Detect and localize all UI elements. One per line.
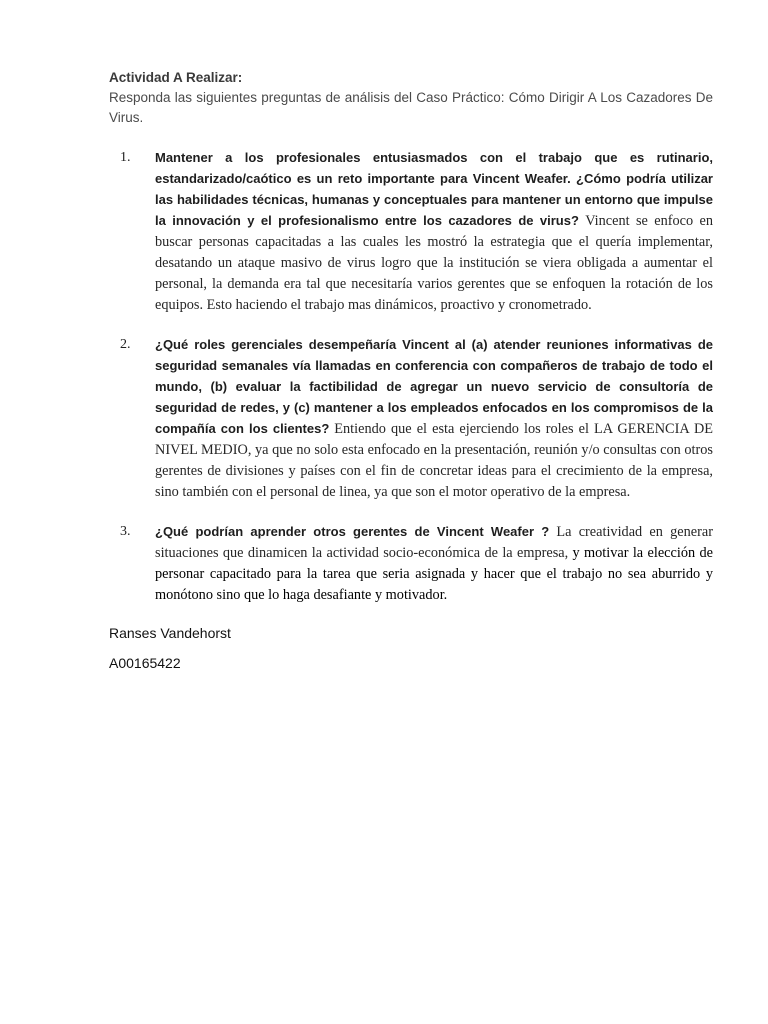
activity-heading: Actividad A Realizar: [109, 70, 243, 85]
answer-text: Vincent se enfoco en buscar personas capacitadas a las cuales les mostró la estrategia que el quería implementar, desatando un ataque masivo de virus logro que la institución se viera obligada a aumentar el personal, la demanda era tal que necesitaría varios gerentes que se enfoquen la rotación de los equipos. Esto haciendo el trabajo mas dinámicos, proactivo y cronometrado. [155, 213, 713, 313]
question-list [109, 148, 713, 606]
question-item-3 [109, 522, 713, 606]
question-number: 2. [120, 337, 131, 352]
question-number: 1. [120, 150, 131, 165]
answer-emphasis-text: y motivar la elección de personar capacitado para la tarea que seria asignada y hacer que el trabajo no sea aburrido y monótono sino que lo haga desafiante y motivador. [155, 545, 713, 603]
question-text: ¿Qué podrían aprender otros gerentes de Vincent Weafer ? [155, 524, 550, 539]
question-item-1 [109, 148, 713, 316]
question-item-2 [109, 335, 713, 503]
document-page [109, 68, 713, 671]
question-number: 3. [120, 524, 131, 539]
question-text: Mantener a los profesionales entusiasmados con el trabajo que es rutinario, estandarizado/caótico es un reto importante para Vincent Weafer. ¿Cómo podría utilizar las habilidades técnicas, humanas y conceptuales para mantener un entorno que impulse la innovación y el profesionalismo entre los cazadores de virus? [155, 150, 713, 228]
author-name: Ranses Vandehorst [109, 625, 231, 641]
student-id: A00165422 [109, 655, 181, 671]
answer-text: Entiendo que el esta ejerciendo los roles el LA GERENCIA DE NIVEL MEDIO, ya que no solo esta enfocado en la presentación, reunión y/o consultas con otros gerentes de divisiones y países con el fin de concretar ideas para el crecimiento de la empresa, sino también con el personal de linea, ya que son el motor operativo de la empresa. [155, 421, 714, 500]
question-text: ¿Qué roles gerenciales desempeñaría Vincent al (a) atender reuniones informativas de seguridad semanales vía llamadas en conferencia con compañeros de trabajo de todo el mundo, (b) evaluar la factibilidad de agregar un nuevo servicio de consultoría de seguridad de redes, y (c) mantener a los empleados enfocados en los compromisos de la compañía con los clientes? [155, 337, 713, 436]
answer-text: La creatividad en generar situaciones que dinamicen la actividad socio-económica de la empresa, [155, 524, 713, 561]
activity-intro: Responda las siguientes preguntas de análisis del Caso Práctico: Cómo Dirigir A Los Cazadores De Virus. [109, 90, 713, 125]
